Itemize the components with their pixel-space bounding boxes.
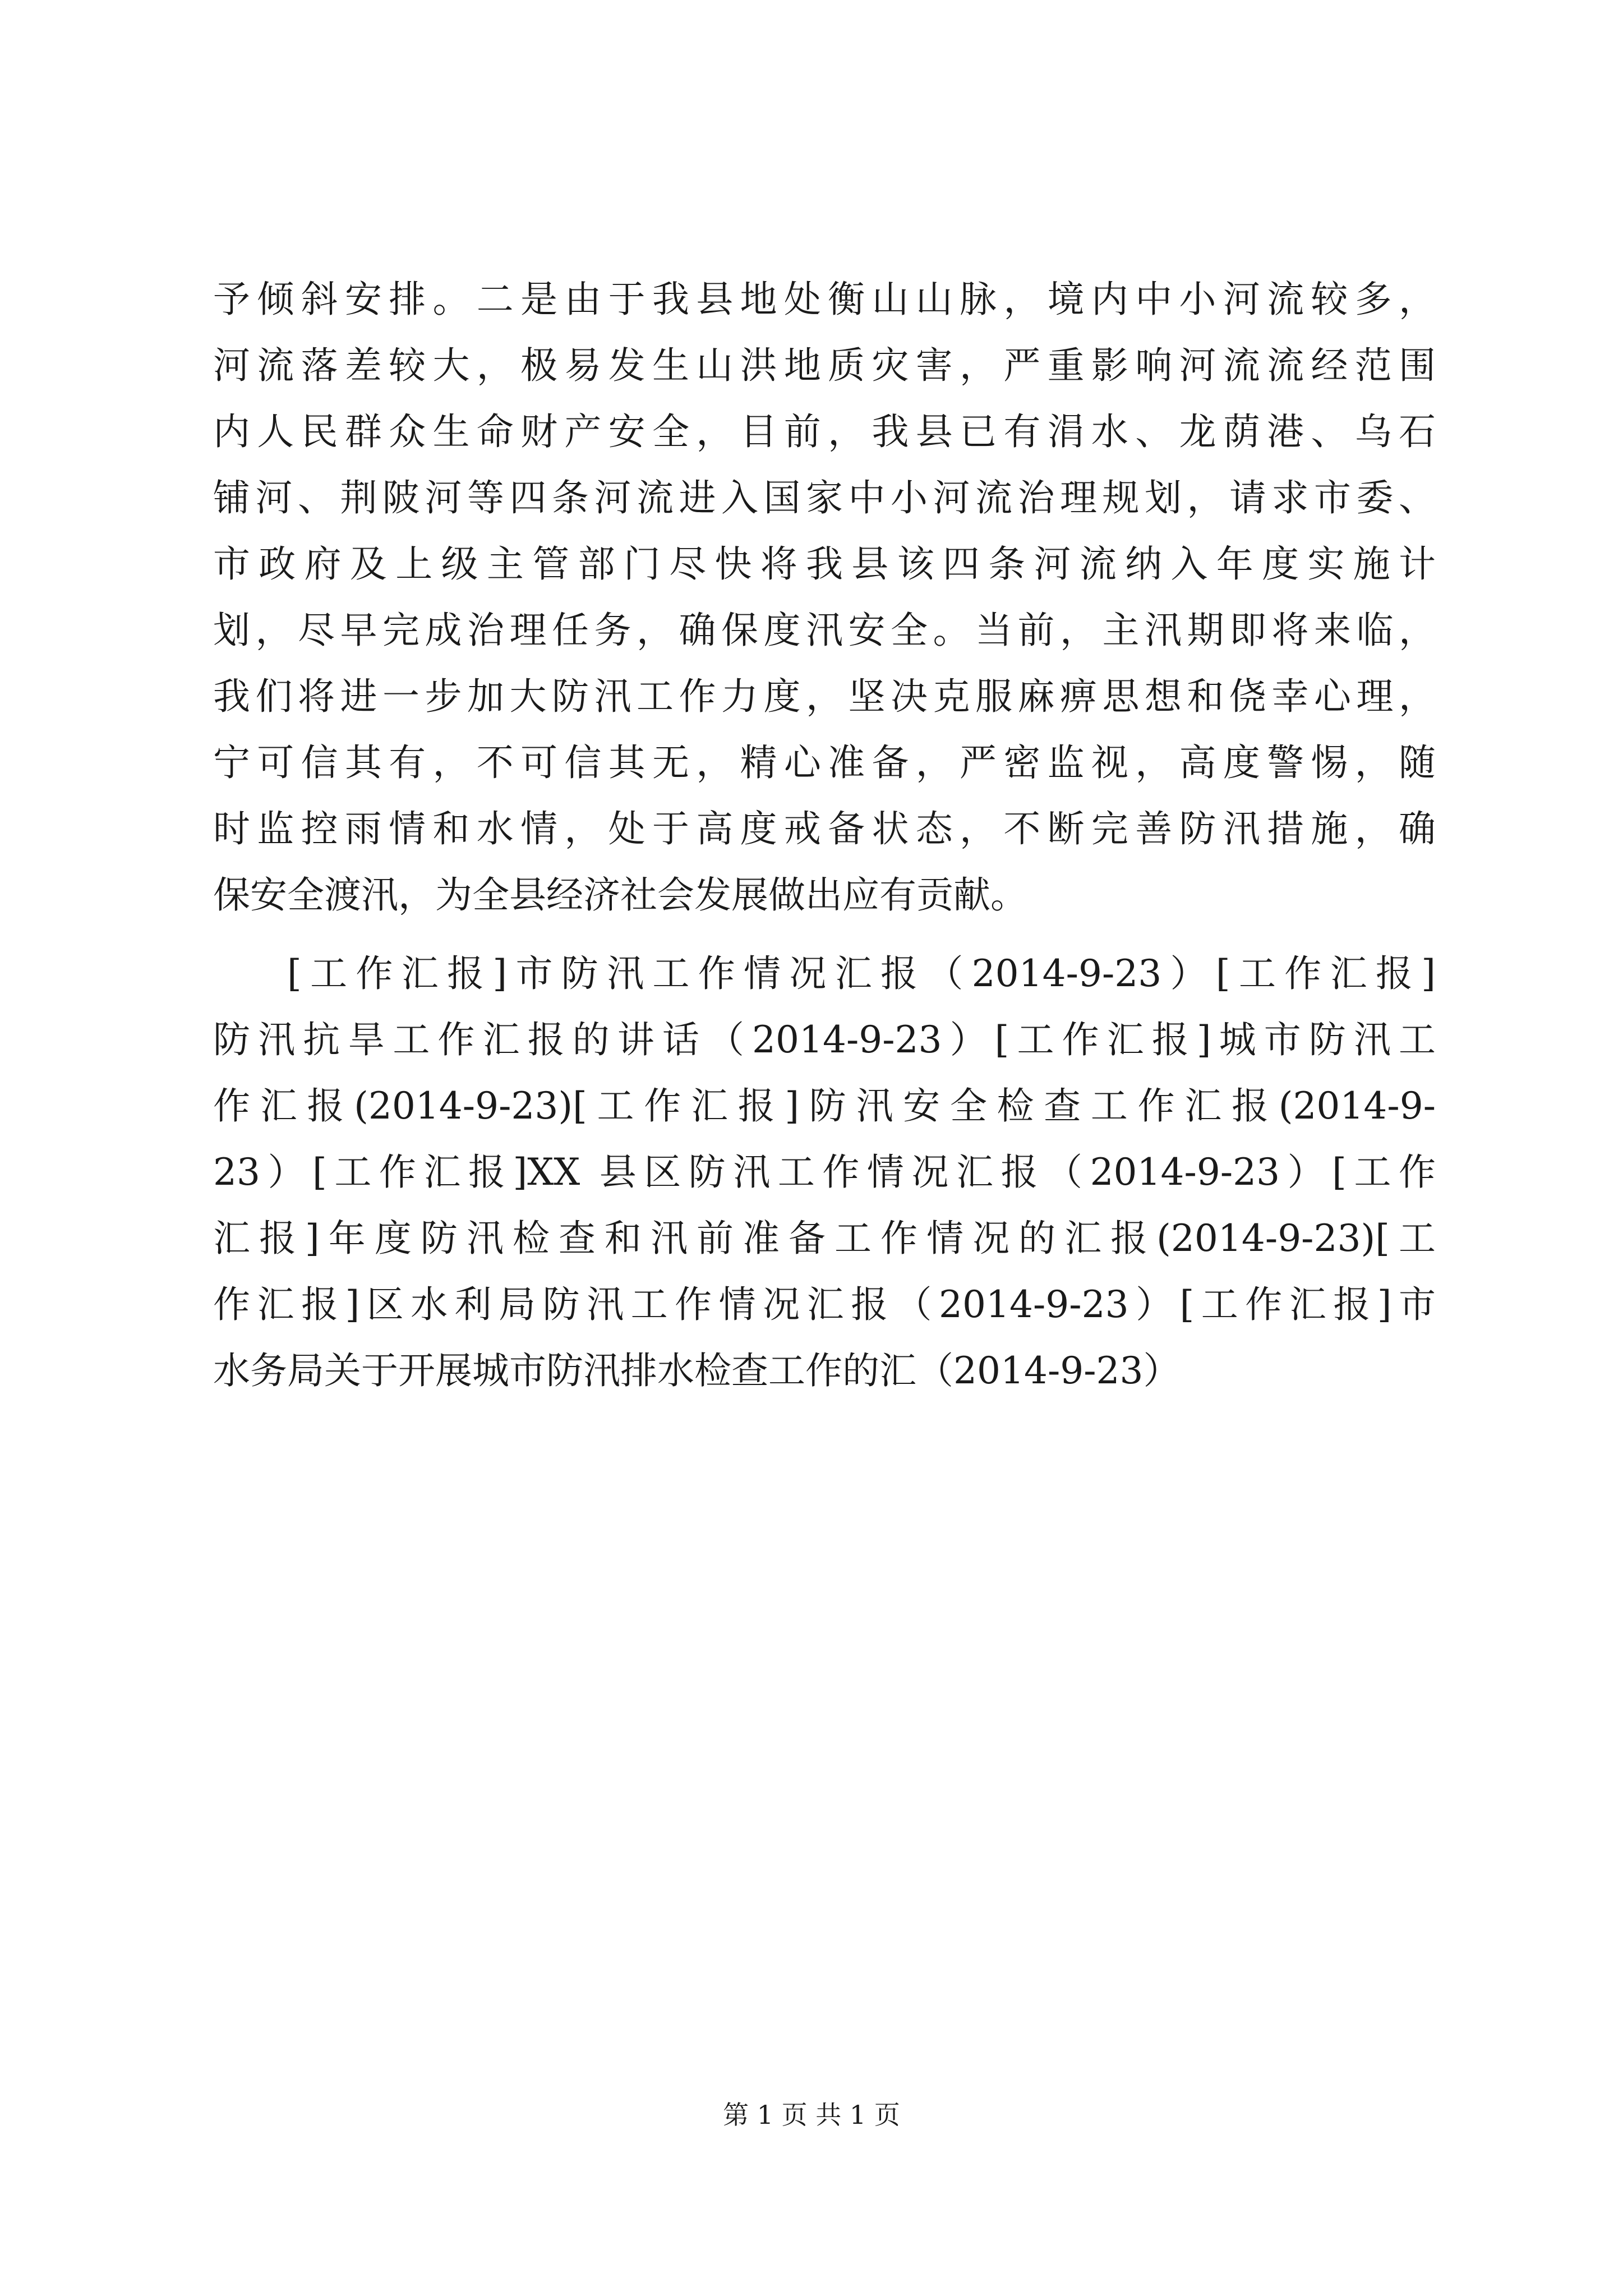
text-line: [工作汇报]市防汛工作情况汇报（2014-9-23）[工作汇报] <box>287 952 1436 995</box>
text-line: 我们将进一步加大防汛工作力度，坚决克服麻痹思想和侥幸心理， <box>213 675 1436 718</box>
document-body <box>213 266 1436 1404</box>
text-line: 内人民群众生命财产安全，目前，我县已有涓水、龙荫港、乌石 <box>213 410 1436 453</box>
text-line: 保安全渡汛，为全县经济社会发展做出应有贡献。 <box>213 873 1027 917</box>
text-line: 时监控雨情和水情，处于高度戒备状态，不断完善防汛措施，确 <box>213 807 1436 850</box>
text-line: 市政府及上级主管部门尽快将我县该四条河流纳入年度实施计 <box>213 542 1436 586</box>
paragraph-1 <box>213 266 1436 928</box>
text-line: 防汛抗旱工作汇报的讲话（2014-9-23）[工作汇报]城市防汛工 <box>213 1018 1436 1061</box>
text-line: 宁可信其有，不可信其无，精心准备，严密监视，高度警惕，随 <box>213 741 1436 784</box>
paragraph-2 <box>213 941 1436 1404</box>
paragraph-spacer <box>213 928 1436 941</box>
text-line: 汇报]年度防汛检查和汛前准备工作情况的汇报(2014-9-23)[工 <box>213 1217 1436 1260</box>
text-line: 划，尽早完成治理任务，确保度汛安全。当前，主汛期即将来临， <box>213 609 1436 652</box>
text-line: 作汇报(2014-9-23)[工作汇报]防汛安全检查工作汇报(2014-9- <box>213 1084 1436 1128</box>
text-line: 予倾斜安排。二是由于我县地处衡山山脉，境内中小河流较多， <box>213 278 1436 321</box>
text-line: 水务局关于开展城市防汛排水检查工作的汇（2014-9-23） <box>213 1349 1181 1392</box>
page-footer: 第 1 页 共 1 页 <box>723 2100 900 2130</box>
text-line: 作汇报]区水利局防汛工作情况汇报（2014-9-23）[工作汇报]市 <box>213 1283 1436 1326</box>
text-line: 河流落差较大，极易发生山洪地质灾害，严重影响河流流经范围 <box>213 344 1436 387</box>
text-line: 23）[工作汇报]XX 县区防汛工作情况汇报（2014-9-23）[工作 <box>213 1151 1436 1194</box>
text-line: 铺河、荆陂河等四条河流进入国家中小河流治理规划，请求市委、 <box>213 476 1436 519</box>
